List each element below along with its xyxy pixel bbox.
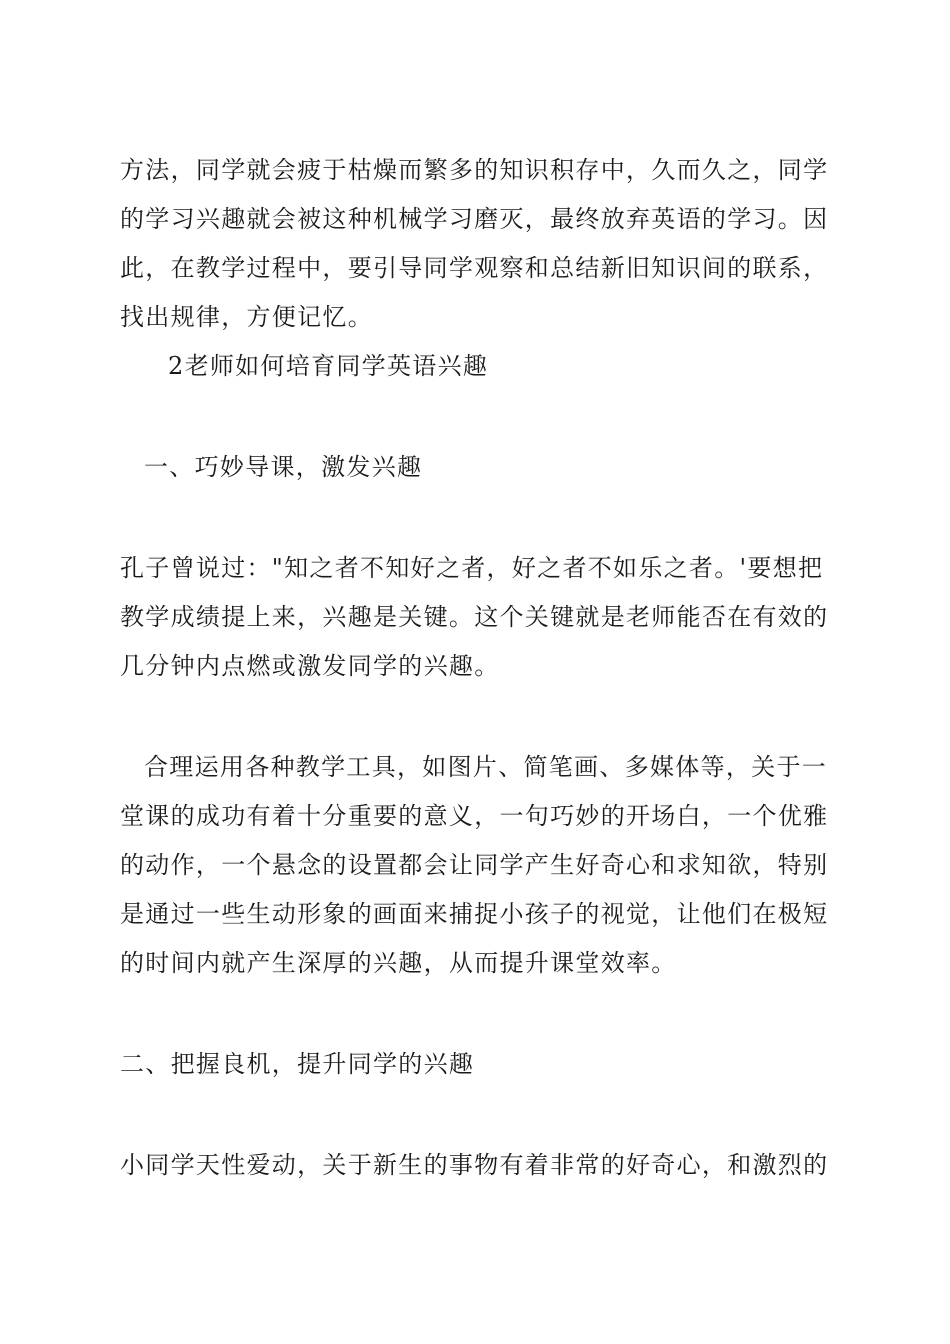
paragraph-line: 几分钟内点燃或激发同学的兴趣。 xyxy=(120,652,500,680)
paragraph-line: 堂课的成功有着十分重要的意义，一句巧妙的开场白，一个优雅 xyxy=(120,802,829,830)
paragraph-line: 教学成绩提上来，兴趣是关键。这个关键就是老师能否在有效的 xyxy=(120,603,829,631)
subsection-heading: 二、把握良机，提升同学的兴趣 xyxy=(120,1050,475,1078)
paragraph-line: 孔子曾说过："知之者不知好之者，好之者不如乐之者。'要想把 xyxy=(120,554,824,582)
paragraph-line: 找出规律，方便记忆。 xyxy=(120,303,373,331)
paragraph-line: 是通过一些生动形象的画面来捕捉小孩子的视觉，让他们在极短 xyxy=(120,900,829,928)
section-heading: 2老师如何培育同学英语兴趣 xyxy=(168,352,489,380)
paragraph-line: 合理运用各种教学工具，如图片、简笔画、多媒体等，关于一 xyxy=(144,753,828,781)
subsection-heading: 一、巧妙导课，激发兴趣 xyxy=(144,453,423,481)
paragraph-line: 方法，同学就会疲于枯燥而繁多的知识积存中，久而久之，同学 xyxy=(120,156,829,184)
paragraph-line: 小同学天性爱动，关于新生的事物有着非常的好奇心，和激烈的 xyxy=(120,1151,829,1179)
paragraph-line: 的时间内就产生深厚的兴趣，从而提升课堂效率。 xyxy=(120,949,677,977)
paragraph-line: 的动作，一个悬念的设置都会让同学产生好奇心和求知欲，特别 xyxy=(120,851,829,879)
paragraph-line: 此，在教学过程中，要引导同学观察和总结新旧知识间的联系， xyxy=(120,254,829,282)
paragraph-line: 的学习兴趣就会被这种机械学习磨灭，最终放弃英语的学习。因 xyxy=(120,205,829,233)
